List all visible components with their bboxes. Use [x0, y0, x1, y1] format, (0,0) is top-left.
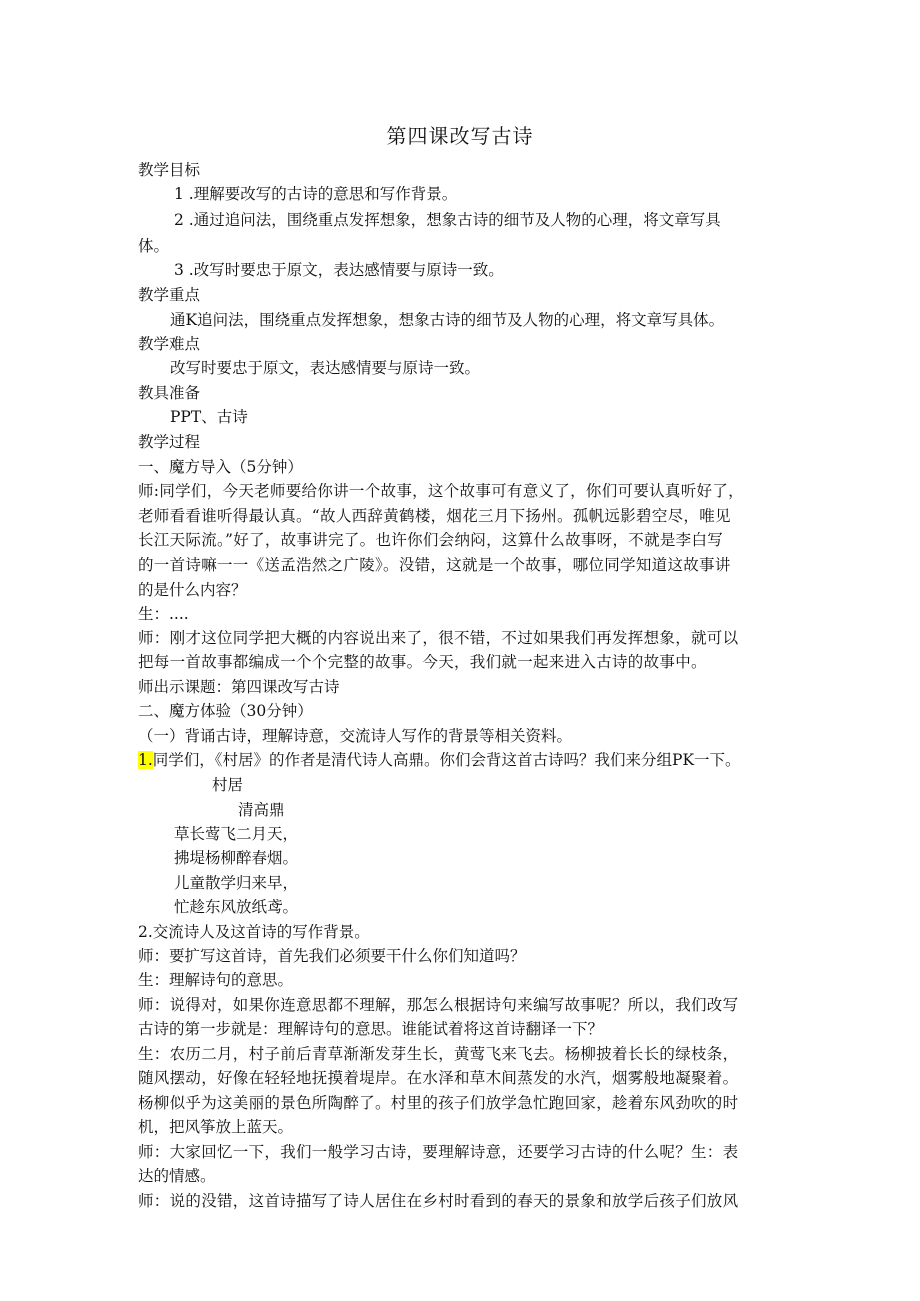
materials-text: PPT、古诗 — [170, 408, 248, 426]
paragraph-line: 随风摆动，好像在轻轻地抚摸着堤岸。在水泽和草木间蒸发的水汽，烟雾般地凝聚着。 — [138, 1069, 739, 1087]
paragraph-line: 机，把风筝放上蓝天。 — [138, 1118, 294, 1136]
highlighted-number: 1. — [138, 751, 153, 769]
poem-title: 村居 — [212, 776, 244, 794]
subsection-heading: （一）背诵古诗，理解诗意，交流诗人写作的背景等相关资料。 — [138, 727, 573, 745]
paragraph-line: 师:同学们，今天老师要给你讲一个故事，这个故事可有意义了，你们可要认真听好了， — [138, 482, 744, 500]
goal-2-cont: 体。 — [138, 237, 170, 255]
section-1-heading: 一、魔方导入（5分钟） — [138, 458, 303, 476]
difficulties-text: 改写时要忠于原文，表达感情要与原诗一致。 — [170, 359, 481, 377]
paragraph-line: 师：说的没错，这首诗描写了诗人居住在乡村时看到的春天的景象和放学后孩子们放风 — [138, 1192, 739, 1210]
paragraph-line: 师：刚才这位同学把大概的内容说出来了，很不错，不过如果我们再发挥想象，就可以 — [138, 629, 739, 647]
numbered-item-1 — [138, 750, 741, 770]
paragraph-line: 古诗的第一步就是：理解诗句的意思。谁能试着将这首诗翻译一下？ — [138, 1020, 604, 1038]
paragraph-line: 师：说得对，如果你连意思都不理解，那怎么根据诗句来编写故事呢？所以，我们改写 — [138, 996, 739, 1014]
paragraph-line: 师：要扩写这首诗，首先我们必须要干什么你们知道吗？ — [138, 947, 526, 965]
heading-teaching-goals: 教学目标 — [138, 161, 201, 179]
paragraph-line: 老师看看谁听得最认真。“故人西辞黄鹤楼，烟花三月下扬州。孤帆远影碧空尽，唯见 — [138, 507, 731, 525]
poem-line: 草长莺飞二月天， — [174, 825, 299, 843]
paragraph-line: 长江天际流。”好了，故事讲完了。也许你们会纳闷，这算什么故事呀，不就是李白写 — [138, 531, 724, 549]
paragraph-line: 杨柳似乎为这美丽的景色所陶醉了。村里的孩子们放学急忙跑回家，趁着东风劲吹的时 — [138, 1094, 739, 1112]
heading-key-points: 教学重点 — [138, 286, 201, 304]
poem-author: 清高鼎 — [238, 801, 285, 819]
paragraph-line: 生：农历二月，村子前后青草渐渐发芽生长，黄莺飞来飞去。杨柳披着长长的绿枝条， — [138, 1045, 739, 1063]
paragraph-line: 的是什么内容？ — [138, 581, 247, 599]
heading-materials: 教具准备 — [138, 384, 201, 402]
paragraph-line: 生：理解诗句的意思。 — [138, 971, 294, 989]
numbered-item-2: 2.交流诗人及这首诗的写作背景。 — [138, 923, 370, 941]
paragraph-line: 的一首诗嘛一一《送孟浩然之广陵》。没错，这就是一个故事，哪位同学知道这故事讲 — [138, 556, 731, 574]
poem-line: 忙趁东风放纸鸢。 — [174, 898, 299, 916]
paragraph-line: 师：大家回忆一下，我们一般学习古诗，要理解诗意，还要学习古诗的什么呢？生：表 — [138, 1143, 739, 1161]
poem-line: 拂堤杨柳醉春烟。 — [174, 849, 299, 867]
heading-process: 教学过程 — [138, 433, 201, 451]
item-text: 同学们，《村居》的作者是清代诗人高鼎。你们会背这首古诗吗？我们来分组PK一下。 — [152, 751, 741, 769]
heading-difficulties: 教学难点 — [138, 335, 201, 353]
paragraph-line: 把每一首故事都编成一个个完整的故事。今天，我们就一起来进入古诗的故事中。 — [138, 653, 707, 671]
paragraph-line: 达的情感。 — [138, 1167, 216, 1185]
goal-1: 1 .理解要改写的古诗的意思和写作背景。 — [174, 185, 458, 203]
goal-2: 2 .通过追问法，围绕重点发挥想象，想象古诗的细节及人物的心理，将文章写具 — [174, 211, 721, 229]
paragraph-line: 师出示课题：第四课改写古诗 — [138, 678, 340, 696]
key-points-text: 通K追问法，围绕重点发挥想象，想象古诗的细节及人物的心理，将文章写具体。 — [170, 311, 725, 329]
student-reply: 生：.... — [138, 605, 189, 623]
document-title: 第四课改写古诗 — [386, 124, 534, 148]
section-2-heading: 二、魔方体验（30分钟） — [138, 702, 313, 720]
goal-3: 3 .改写时要忠于原文，表达感情要与原诗一致。 — [174, 261, 504, 279]
poem-line: 儿童散学归来早， — [174, 874, 299, 892]
